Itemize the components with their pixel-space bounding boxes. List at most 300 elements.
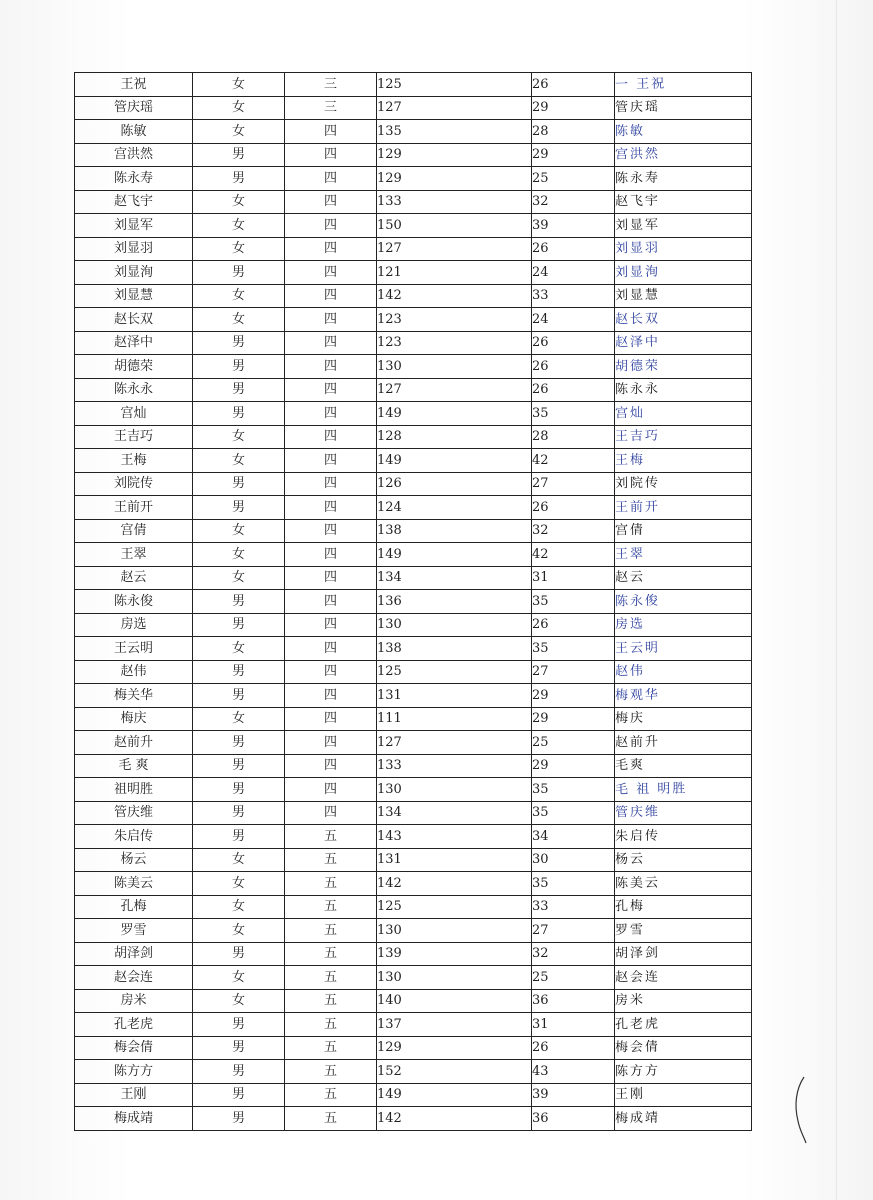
table-row (75, 637, 752, 661)
table-row (75, 919, 752, 943)
handwritten-signature: 宫洪然 (614, 146, 661, 163)
student-name-cell: 王翠 (75, 543, 193, 567)
sex-cell: 男 (193, 1060, 285, 1084)
weight-cell: 35 (532, 801, 615, 825)
grade-cell: 四 (285, 167, 377, 191)
handwritten-signature: 宫灿 (614, 405, 646, 422)
student-name-cell: 梅庆 (75, 707, 193, 731)
student-name-cell: 孔老虎 (75, 1013, 193, 1037)
handwritten-signature: 王梅 (614, 452, 646, 469)
table-row (75, 214, 752, 238)
height-cell: 130 (377, 355, 532, 379)
signature-cell (615, 284, 752, 308)
handwritten-signature: 刘院传 (614, 475, 661, 492)
grade-cell: 四 (285, 731, 377, 755)
weight-cell: 27 (532, 660, 615, 684)
signature-cell (615, 472, 752, 496)
signature-cell (615, 637, 752, 661)
handwritten-signature: 陈永寿 (614, 170, 661, 187)
grade-cell: 四 (285, 355, 377, 379)
grade-cell: 四 (285, 284, 377, 308)
handwritten-signature: 陈方方 (614, 1063, 661, 1080)
student-name-cell: 刘显羽 (75, 237, 193, 261)
sex-cell: 女 (193, 895, 285, 919)
handwritten-signature: 刘显洵 (614, 264, 661, 281)
height-cell: 143 (377, 825, 532, 849)
student-name-cell: 刘显洵 (75, 261, 193, 285)
grade-cell: 四 (285, 590, 377, 614)
student-name-cell: 赵会连 (75, 966, 193, 990)
signature-cell (615, 1083, 752, 1107)
student-name-cell: 赵云 (75, 566, 193, 590)
table-row (75, 872, 752, 896)
sex-cell: 女 (193, 73, 285, 97)
sex-cell: 男 (193, 613, 285, 637)
height-cell: 121 (377, 261, 532, 285)
grade-cell: 四 (285, 660, 377, 684)
weight-cell: 39 (532, 1083, 615, 1107)
height-cell: 127 (377, 731, 532, 755)
handwritten-signature: 杨云 (614, 851, 646, 868)
height-cell: 131 (377, 848, 532, 872)
height-cell: 138 (377, 519, 532, 543)
weight-cell: 25 (532, 966, 615, 990)
student-name-cell: 陈方方 (75, 1060, 193, 1084)
signature-cell (615, 378, 752, 402)
height-cell: 137 (377, 1013, 532, 1037)
sex-cell: 女 (193, 848, 285, 872)
weight-cell: 29 (532, 754, 615, 778)
handwritten-signature: 朱启传 (614, 828, 661, 845)
paper-fold-line (836, 0, 837, 1200)
weight-cell: 33 (532, 895, 615, 919)
signature-cell (615, 707, 752, 731)
sex-cell: 女 (193, 449, 285, 473)
height-cell: 129 (377, 143, 532, 167)
table-row (75, 731, 752, 755)
height-cell: 136 (377, 590, 532, 614)
signature-cell (615, 754, 752, 778)
table-row (75, 449, 752, 473)
table-row (75, 566, 752, 590)
table-row (75, 778, 752, 802)
weight-cell: 35 (532, 872, 615, 896)
grade-cell: 四 (285, 778, 377, 802)
signature-cell (615, 989, 752, 1013)
signature-cell (615, 825, 752, 849)
table-row (75, 966, 752, 990)
handwritten-signature: 王刚 (614, 1086, 646, 1103)
student-name-cell: 管庆维 (75, 801, 193, 825)
sex-cell: 男 (193, 331, 285, 355)
weight-cell: 26 (532, 331, 615, 355)
handwritten-signature: 胡德荣 (614, 358, 661, 375)
sex-cell: 女 (193, 425, 285, 449)
weight-cell: 27 (532, 919, 615, 943)
signature-cell (615, 1107, 752, 1131)
weight-cell: 35 (532, 590, 615, 614)
grade-cell: 五 (285, 1083, 377, 1107)
table-row (75, 1013, 752, 1037)
handwritten-signature: 王吉巧 (614, 428, 661, 445)
student-name-cell: 孔梅 (75, 895, 193, 919)
height-cell: 152 (377, 1060, 532, 1084)
grade-cell: 四 (285, 496, 377, 520)
table-row (75, 237, 752, 261)
weight-cell: 29 (532, 143, 615, 167)
student-name-cell: 赵泽中 (75, 331, 193, 355)
sex-cell: 女 (193, 637, 285, 661)
student-name-cell: 陈永寿 (75, 167, 193, 191)
handwritten-signature: 刘显慧 (614, 287, 661, 304)
height-cell: 129 (377, 1036, 532, 1060)
height-cell: 126 (377, 472, 532, 496)
signature-cell (615, 613, 752, 637)
height-cell: 133 (377, 754, 532, 778)
sex-cell: 男 (193, 378, 285, 402)
table-row (75, 143, 752, 167)
sex-cell: 女 (193, 190, 285, 214)
student-name-cell: 赵前升 (75, 731, 193, 755)
handwritten-signature: 毛 祖 明胜 (614, 781, 688, 798)
grade-cell: 五 (285, 1060, 377, 1084)
handwritten-signature: 陈美云 (614, 875, 661, 892)
handwritten-signature: 管庆瑶 (614, 99, 661, 116)
handwritten-signature: 赵云 (614, 569, 646, 586)
table-row (75, 167, 752, 191)
table-row (75, 425, 752, 449)
table-row (75, 331, 752, 355)
handwritten-signature: 赵伟 (614, 663, 646, 680)
sex-cell: 男 (193, 355, 285, 379)
handwritten-signature: 宫倩 (614, 522, 646, 539)
signature-cell (615, 684, 752, 708)
student-name-cell: 刘院传 (75, 472, 193, 496)
weight-cell: 32 (532, 942, 615, 966)
sex-cell: 女 (193, 284, 285, 308)
sex-cell: 男 (193, 590, 285, 614)
student-name-cell: 梅关华 (75, 684, 193, 708)
table-row (75, 942, 752, 966)
table-row (75, 895, 752, 919)
handwritten-signature: 陈敏 (614, 123, 646, 140)
height-cell: 149 (377, 1083, 532, 1107)
handwritten-signature: 房米 (614, 992, 646, 1009)
signature-cell (615, 895, 752, 919)
sex-cell: 男 (193, 472, 285, 496)
grade-cell: 四 (285, 143, 377, 167)
grade-cell: 四 (285, 214, 377, 238)
grade-cell: 五 (285, 825, 377, 849)
handwritten-signature: 孔老虎 (614, 1016, 661, 1033)
sex-cell: 男 (193, 684, 285, 708)
student-name-cell: 王云明 (75, 637, 193, 661)
height-cell: 125 (377, 660, 532, 684)
weight-cell: 34 (532, 825, 615, 849)
table-row (75, 190, 752, 214)
height-cell: 142 (377, 1107, 532, 1131)
table-row (75, 519, 752, 543)
signature-cell (615, 449, 752, 473)
signature-cell (615, 566, 752, 590)
signature-cell (615, 331, 752, 355)
height-cell: 125 (377, 73, 532, 97)
student-name-cell: 王梅 (75, 449, 193, 473)
sex-cell: 女 (193, 543, 285, 567)
grade-cell: 四 (285, 331, 377, 355)
weight-cell: 28 (532, 120, 615, 144)
weight-cell: 25 (532, 167, 615, 191)
grade-cell: 四 (285, 472, 377, 496)
height-cell: 127 (377, 96, 532, 120)
grade-cell: 四 (285, 237, 377, 261)
weight-cell: 42 (532, 449, 615, 473)
signature-cell (615, 543, 752, 567)
height-cell: 123 (377, 331, 532, 355)
height-cell: 127 (377, 378, 532, 402)
grade-cell: 四 (285, 613, 377, 637)
height-cell: 111 (377, 707, 532, 731)
grade-cell: 五 (285, 872, 377, 896)
grade-cell: 四 (285, 190, 377, 214)
student-name-cell: 王前开 (75, 496, 193, 520)
signature-cell (615, 96, 752, 120)
signature-cell (615, 801, 752, 825)
sex-cell: 男 (193, 754, 285, 778)
student-name-cell: 宫洪然 (75, 143, 193, 167)
table-row (75, 472, 752, 496)
weight-cell: 26 (532, 613, 615, 637)
student-name-cell: 胡德荣 (75, 355, 193, 379)
student-name-cell: 梅会倩 (75, 1036, 193, 1060)
weight-cell: 35 (532, 637, 615, 661)
grade-cell: 四 (285, 378, 377, 402)
student-name-cell: 杨云 (75, 848, 193, 872)
handwritten-signature: 王翠 (614, 546, 646, 563)
sex-cell: 男 (193, 167, 285, 191)
height-cell: 149 (377, 402, 532, 426)
table-row (75, 684, 752, 708)
grade-cell: 五 (285, 1036, 377, 1060)
student-roster-table (74, 72, 752, 1131)
sex-cell: 男 (193, 825, 285, 849)
table-row (75, 1036, 752, 1060)
student-name-cell: 胡泽剑 (75, 942, 193, 966)
grade-cell: 四 (285, 543, 377, 567)
student-name-cell: 王刚 (75, 1083, 193, 1107)
grade-cell: 四 (285, 261, 377, 285)
height-cell: 124 (377, 496, 532, 520)
weight-cell: 26 (532, 73, 615, 97)
grade-cell: 五 (285, 848, 377, 872)
weight-cell: 36 (532, 1107, 615, 1131)
table-row (75, 1107, 752, 1131)
sex-cell: 女 (193, 919, 285, 943)
height-cell: 149 (377, 543, 532, 567)
table-row (75, 801, 752, 825)
handwritten-signature: 胡泽剑 (614, 945, 661, 962)
handwritten-signature: 房选 (614, 616, 646, 633)
table-row (75, 590, 752, 614)
handwritten-signature: 王云明 (614, 640, 661, 657)
grade-cell: 三 (285, 96, 377, 120)
table-row (75, 848, 752, 872)
table-row (75, 378, 752, 402)
height-cell: 130 (377, 778, 532, 802)
handwritten-signature: 赵前升 (614, 734, 661, 751)
weight-cell: 35 (532, 778, 615, 802)
handwritten-signature: 一 王祝 (614, 76, 667, 93)
grade-cell: 四 (285, 684, 377, 708)
height-cell: 130 (377, 613, 532, 637)
weight-cell: 30 (532, 848, 615, 872)
signature-cell (615, 308, 752, 332)
signature-cell (615, 519, 752, 543)
weight-cell: 36 (532, 989, 615, 1013)
grade-cell: 五 (285, 966, 377, 990)
student-name-cell: 房米 (75, 989, 193, 1013)
student-name-cell: 陈敏 (75, 120, 193, 144)
student-name-cell: 王吉巧 (75, 425, 193, 449)
height-cell: 135 (377, 120, 532, 144)
table-row (75, 754, 752, 778)
student-name-cell: 刘显军 (75, 214, 193, 238)
signature-cell (615, 143, 752, 167)
signature-cell (615, 237, 752, 261)
grade-cell: 四 (285, 425, 377, 449)
height-cell: 134 (377, 801, 532, 825)
handwritten-signature: 陈永永 (614, 381, 661, 398)
signature-cell (615, 402, 752, 426)
handwritten-signature: 梅观华 (614, 687, 661, 704)
signature-cell (615, 778, 752, 802)
student-name-cell: 陈永永 (75, 378, 193, 402)
signature-cell (615, 1036, 752, 1060)
weight-cell: 26 (532, 355, 615, 379)
weight-cell: 31 (532, 566, 615, 590)
handwritten-signature: 管庆维 (614, 804, 661, 821)
weight-cell: 25 (532, 731, 615, 755)
grade-cell: 四 (285, 637, 377, 661)
student-name-cell: 罗雪 (75, 919, 193, 943)
table-row (75, 308, 752, 332)
student-name-cell: 管庆瑶 (75, 96, 193, 120)
signature-cell (615, 261, 752, 285)
grade-cell: 四 (285, 754, 377, 778)
weight-cell: 43 (532, 1060, 615, 1084)
handwritten-signature: 毛爽 (614, 757, 646, 774)
grade-cell: 四 (285, 449, 377, 473)
signature-cell (615, 872, 752, 896)
height-cell: 123 (377, 308, 532, 332)
table-row (75, 120, 752, 144)
sex-cell: 男 (193, 660, 285, 684)
weight-cell: 39 (532, 214, 615, 238)
student-name-cell: 赵飞宇 (75, 190, 193, 214)
grade-cell: 五 (285, 919, 377, 943)
sex-cell: 女 (193, 872, 285, 896)
sex-cell: 男 (193, 496, 285, 520)
handwritten-signature: 陈永俊 (614, 593, 661, 610)
handwritten-signature: 赵长双 (614, 311, 661, 328)
signature-cell (615, 214, 752, 238)
table-row (75, 96, 752, 120)
table-row (75, 73, 752, 97)
sex-cell: 男 (193, 1083, 285, 1107)
student-name-cell: 陈永俊 (75, 590, 193, 614)
height-cell: 128 (377, 425, 532, 449)
student-name-cell: 赵长双 (75, 308, 193, 332)
table-row (75, 1083, 752, 1107)
signature-cell (615, 590, 752, 614)
student-name-cell: 梅成靖 (75, 1107, 193, 1131)
handwritten-signature: 刘显羽 (614, 240, 661, 257)
weight-cell: 31 (532, 1013, 615, 1037)
weight-cell: 26 (532, 378, 615, 402)
student-name-cell: 陈美云 (75, 872, 193, 896)
height-cell: 134 (377, 566, 532, 590)
grade-cell: 四 (285, 402, 377, 426)
signature-cell (615, 731, 752, 755)
weight-cell: 26 (532, 496, 615, 520)
weight-cell: 33 (532, 284, 615, 308)
height-cell: 149 (377, 449, 532, 473)
height-cell: 138 (377, 637, 532, 661)
handwritten-signature: 赵泽中 (614, 334, 661, 351)
sex-cell: 女 (193, 707, 285, 731)
height-cell: 142 (377, 284, 532, 308)
sex-cell: 女 (193, 214, 285, 238)
grade-cell: 四 (285, 519, 377, 543)
sex-cell: 女 (193, 96, 285, 120)
weight-cell: 29 (532, 684, 615, 708)
signature-cell (615, 120, 752, 144)
sex-cell: 女 (193, 566, 285, 590)
weight-cell: 26 (532, 1036, 615, 1060)
table-row (75, 284, 752, 308)
sex-cell: 女 (193, 519, 285, 543)
height-cell: 125 (377, 895, 532, 919)
weight-cell: 27 (532, 472, 615, 496)
weight-cell: 32 (532, 519, 615, 543)
height-cell: 131 (377, 684, 532, 708)
grade-cell: 四 (285, 707, 377, 731)
sex-cell: 女 (193, 237, 285, 261)
table-row (75, 402, 752, 426)
sex-cell: 男 (193, 1036, 285, 1060)
sex-cell: 女 (193, 120, 285, 144)
handwritten-signature: 赵飞宇 (614, 193, 661, 210)
signature-cell (615, 496, 752, 520)
sex-cell: 男 (193, 261, 285, 285)
height-cell: 139 (377, 942, 532, 966)
student-name-cell: 朱启传 (75, 825, 193, 849)
handwritten-signature: 梅会倩 (614, 1039, 661, 1056)
table-row (75, 496, 752, 520)
grade-cell: 五 (285, 1013, 377, 1037)
grade-cell: 四 (285, 566, 377, 590)
sex-cell: 男 (193, 942, 285, 966)
table-row (75, 355, 752, 379)
student-name-cell: 祖明胜 (75, 778, 193, 802)
sex-cell: 女 (193, 989, 285, 1013)
sex-cell: 女 (193, 308, 285, 332)
signature-cell (615, 73, 752, 97)
grade-cell: 四 (285, 120, 377, 144)
height-cell: 130 (377, 966, 532, 990)
grade-cell: 四 (285, 308, 377, 332)
sex-cell: 男 (193, 143, 285, 167)
